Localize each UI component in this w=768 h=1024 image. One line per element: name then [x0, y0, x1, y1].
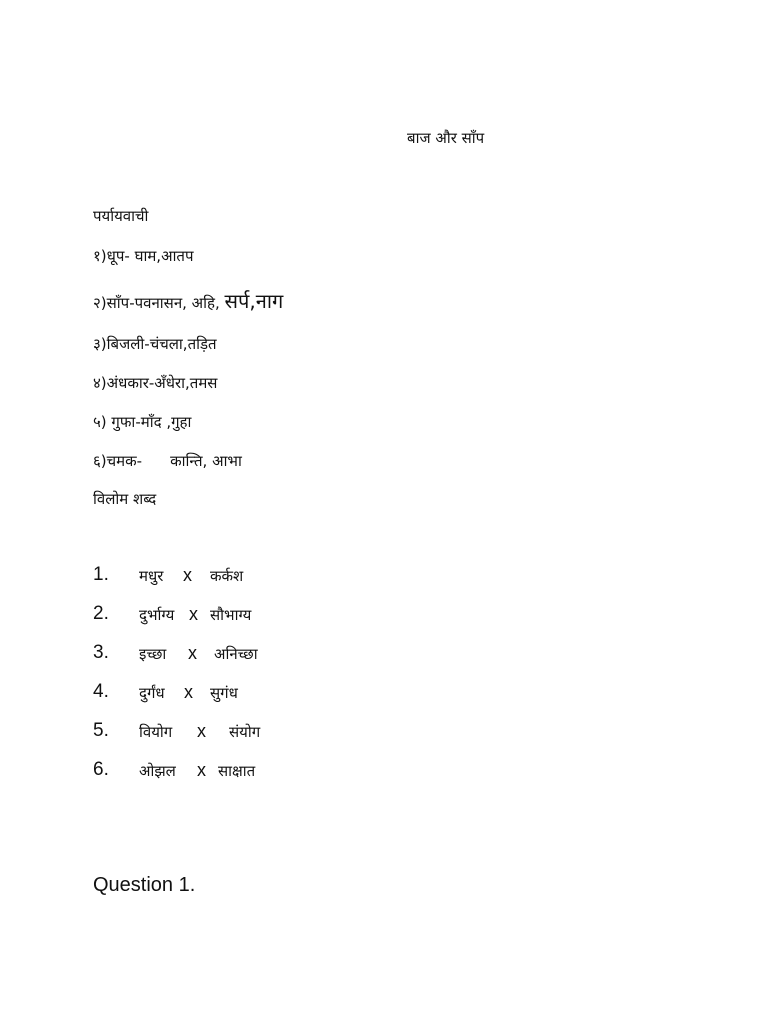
antonym-word: दुर्गंध: [139, 684, 165, 702]
antonym-word: वियोग: [139, 723, 173, 741]
antonym-opposite: सौभाग्य: [210, 606, 252, 624]
synonym-line-6-start: ६)चमक-: [93, 452, 143, 470]
antonym-separator: x: [197, 760, 206, 780]
synonym-line-3: ३)बिजली-चंचला,तड़ित: [93, 335, 217, 353]
antonym-opposite: सुगंध: [210, 684, 238, 702]
antonym-opposite: अनिच्छा: [214, 645, 258, 663]
synonym-line-6: [93, 451, 242, 471]
antonym-opposite: संयोग: [229, 723, 261, 741]
antonym-opposite: साक्षात: [218, 762, 256, 780]
synonym-line-6-end: कान्ति, आभा: [170, 452, 242, 470]
antonym-separator: x: [184, 682, 193, 702]
antonym-word: ओझल: [139, 762, 176, 780]
synonym-line-5: ५) गुफा-माँद ,गुहा: [93, 413, 192, 431]
antonym-word: मधुर: [139, 567, 164, 585]
antonym-number: 4.: [93, 681, 109, 702]
antonym-number: 5.: [93, 720, 109, 741]
antonym-separator: x: [189, 604, 198, 624]
synonym-line-2: [93, 287, 283, 314]
synonym-line-2-end: ,नाग: [249, 289, 284, 313]
synonym-line-2-emphasis: सर्प: [224, 289, 250, 313]
question-heading: Question 1.: [93, 874, 196, 896]
synonyms-heading: पर्यायवाची: [93, 207, 149, 225]
synonym-line-1: १)धूप- घाम,आतप: [93, 247, 194, 265]
antonym-separator: x: [188, 643, 197, 663]
antonym-word: इच्छा: [139, 645, 167, 663]
antonym-separator: x: [197, 721, 206, 741]
antonym-number: 3.: [93, 642, 109, 663]
antonym-word: दुर्भाग्य: [139, 606, 175, 624]
antonym-number: 6.: [93, 759, 109, 780]
antonym-number: 1.: [93, 564, 109, 585]
antonyms-heading: विलोम शब्द: [93, 490, 157, 508]
synonym-line-4: ४)अंधकार-अँधेरा,तमस: [93, 374, 218, 392]
document-title: बाज और साँप: [407, 129, 485, 147]
synonym-line-2-start: २)साँप-पवनासन, अहि,: [93, 294, 225, 312]
antonym-opposite: कर्कश: [210, 567, 244, 585]
antonym-number: 2.: [93, 603, 109, 624]
antonym-separator: x: [183, 565, 192, 585]
